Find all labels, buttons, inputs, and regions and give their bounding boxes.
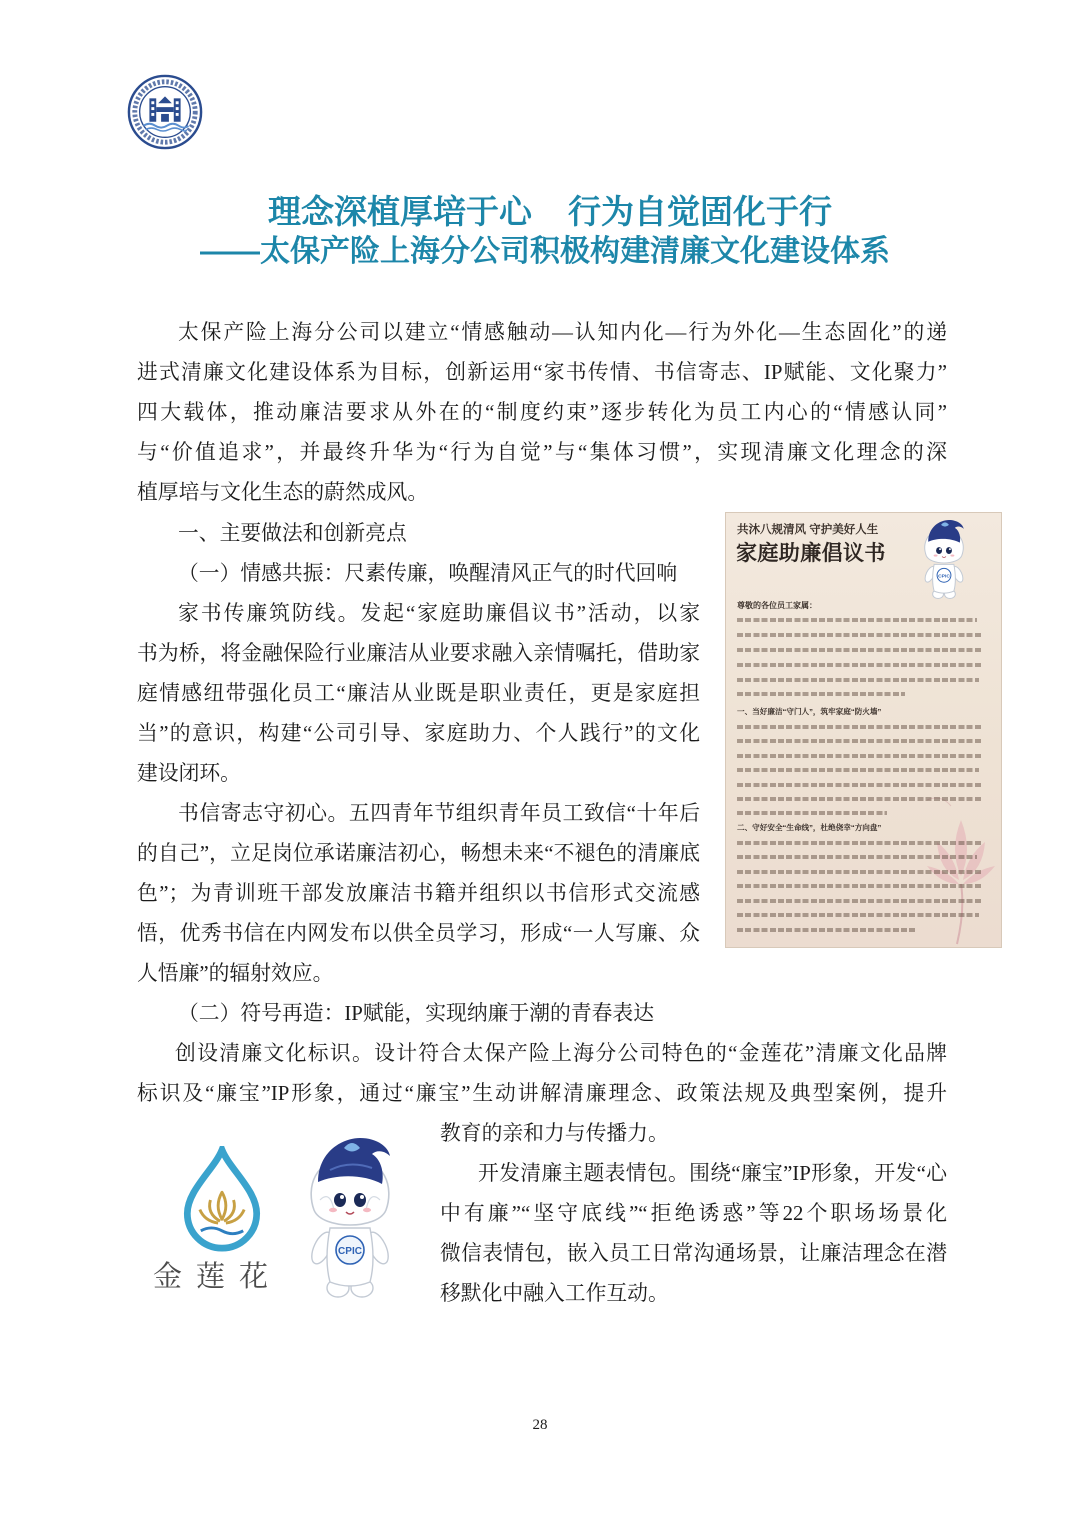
subsection-2-body-right [440,1114,947,1314]
proposal-body-text [725,512,1002,948]
text-line: 家书传廉筑防线。发起“家庭助廉倡议书”活动，以家 [178,602,700,625]
text-line-placeholder [737,618,977,622]
text-line: 进式清廉文化建设体系为目标，创新运用“家书传情、书信寄志、IP赋能、文化聚力” [137,361,947,384]
section-heading: 一、主要做法和创新亮点 [178,522,407,545]
text-line-placeholder [737,811,887,815]
text-line: 悟，优秀书信在内网发布以供全员学习，形成“一人写廉、众 [137,922,700,945]
title-line1-part1: 理念深植厚培于心 [268,193,532,230]
text-line-placeholder [737,870,983,874]
subsection-heading-2: （二）符号再造：IP赋能，实现纳廉于潮的青春表达 [178,1002,655,1025]
text-line: 的自己”，立足岗位承诺廉洁初心，畅想未来“不褪色的清廉底 [137,842,700,865]
proposal-title: 家庭助廉倡议书 [736,541,886,565]
text-line-placeholder [737,841,983,845]
proposal-heading-2: 二、守好安全“生命线”，杜绝侥幸“方向盘” [737,823,882,832]
proposal-heading-1: 一、当好廉洁“守门人”，筑牢家庭“防火墙” [737,707,882,716]
text-line-placeholder [737,692,905,696]
text-line: 开发清廉主题表情包。围绕“廉宝”IP形象，开发“心 [478,1162,947,1185]
text-line-placeholder [737,754,983,758]
text-line-placeholder [737,797,981,801]
text-line-placeholder [737,725,983,729]
golden-lotus-drop-icon [173,1146,271,1252]
text-line: 书信寄志守初心。五四青年节组织青年员工致信“十年后 [178,802,700,825]
text-line: 书为桥，将金融保险行业廉洁从业要求融入亲情嘱托，借助家 [137,642,700,665]
text-line-placeholder [737,783,983,787]
text-line-placeholder [737,855,977,859]
text-line-placeholder [737,884,981,888]
lianbao-mascot-icon [300,1130,400,1300]
text-line: 中有廉”“坚守底线”“拒绝诱惑”等22个职场场景化 [440,1202,947,1225]
text-line-placeholder [737,663,983,667]
subsection-1-body [137,594,700,994]
subtitle: ——太保产险上海分公司积极构建清廉文化建设体系 [200,235,890,268]
text-line: 创设清廉文化标识。设计符合太保产险上海分公司特色的“金莲花”清廉文化品牌 [175,1042,947,1065]
subsection-heading-1: （一）情感共振：尺素传廉，唤醒清风正气的时代回响 [178,562,678,585]
brand-logo-name: 金莲花 [153,1261,283,1293]
seal-logo-icon [126,73,204,151]
text-line-placeholder [737,648,981,652]
family-proposal-image [725,512,1002,948]
text-line: 与“价值追求”，并最终升华为“行为自觉”与“集体习惯”，实现清廉文化理念的深 [137,441,947,464]
text-line: 建设闭环。 [137,762,241,785]
text-line: 当”的意识，构建“公司引导、家庭助力、个人践行”的文化 [137,722,700,745]
text-line: 庭情感纽带强化员工“廉洁从业既是职业责任，更是家庭担 [137,682,700,705]
page-number: 28 [532,1417,548,1433]
proposal-slogan: 共沐八规清风 守护美好人生 [737,524,879,536]
text-line: 植厚培与文化生态的蔚然成风。 [137,481,429,504]
text-line-placeholder [737,899,983,903]
text-line: 人悟廉”的辐射效应。 [137,962,334,985]
text-line: 移默化中融入工作互动。 [440,1282,669,1305]
text-line-placeholder [737,678,979,682]
text-line: 教育的亲和力与传播力。 [440,1122,669,1145]
subsection-2-body-full [137,1034,947,1114]
proposal-greeting: 尊敬的各位员工家属： [737,601,817,610]
text-line-placeholder [737,739,981,743]
title-line1-part2: 行为自觉固化于行 [568,193,832,230]
text-line-placeholder [737,913,979,917]
text-line: 色”；为青训班干部发放廉洁书籍并组织以书信形式交流感 [137,882,700,905]
mascot-badge: CPIC [338,1246,362,1257]
brand-logo-image [137,1118,410,1308]
text-line-placeholder [737,928,917,932]
text-line-placeholder [737,633,983,637]
text-line: 四大载体，推动廉洁要求从外在的“制度约束”逐步转化为员工内心的“情感认同” [137,401,947,424]
text-line: 太保产险上海分公司以建立“情感触动—认知内化—行为外化—生态固化”的递 [178,321,947,344]
intro-paragraph [137,313,947,513]
mascot-badge: CPIC [938,574,950,580]
text-line: 标识及“廉宝”IP形象，通过“廉宝”生动讲解清廉理念、政策法规及典型案例，提升 [137,1082,947,1105]
text-line-placeholder [737,768,979,772]
text-line: 微信表情包，嵌入员工日常沟通场景，让廉洁理念在潜 [440,1242,947,1265]
